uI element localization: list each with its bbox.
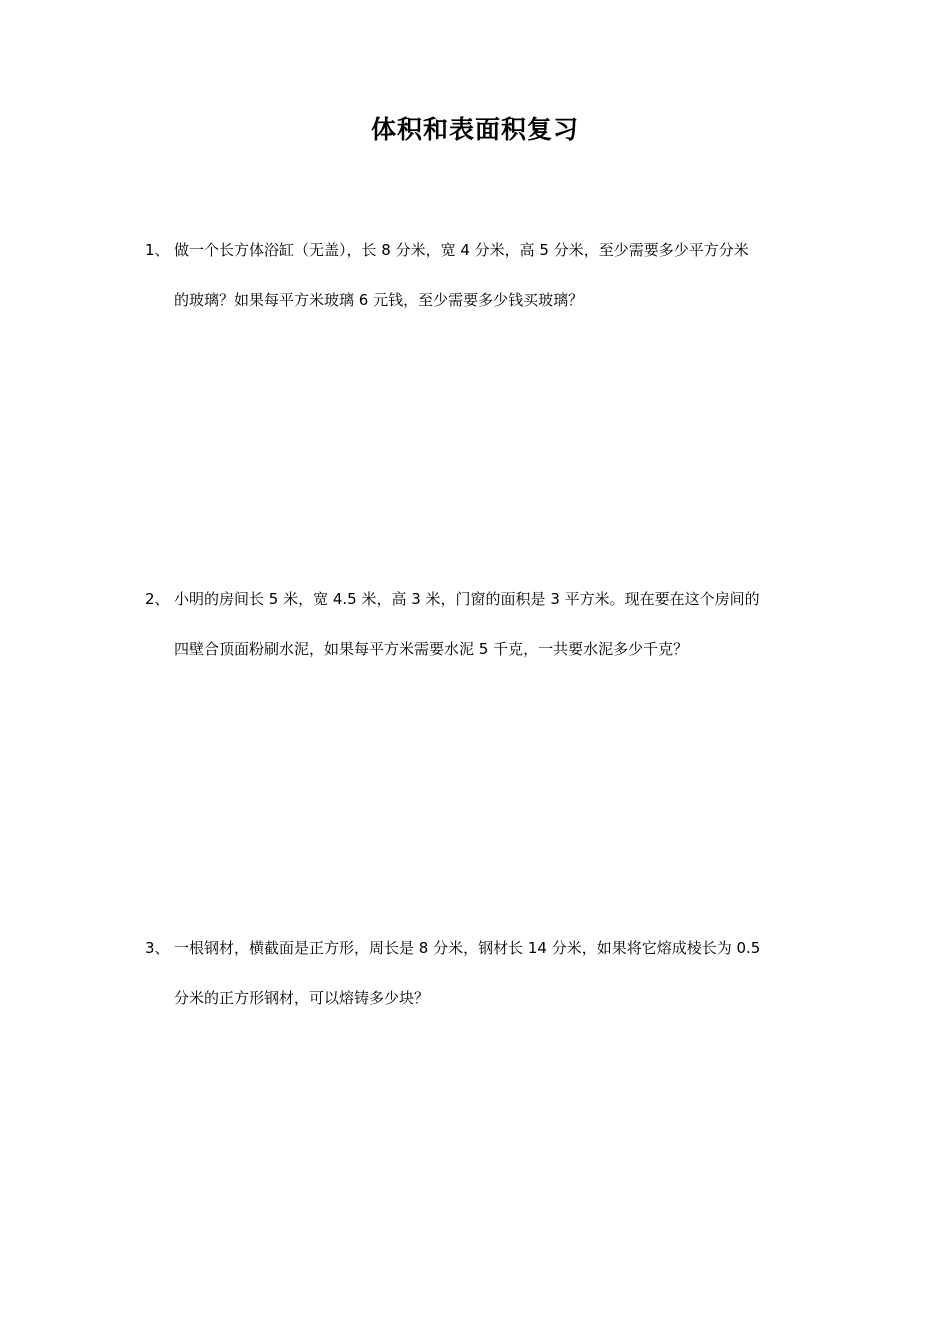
question-number: 3、 xyxy=(145,939,170,957)
question-text: 小明的房间长 5 米，宽 4.5 米，高 3 米，门窗的面积是 3 平方米。现在要在这个房间的 xyxy=(174,590,760,608)
question-number: 1、 xyxy=(145,241,170,259)
question-number: 2、 xyxy=(145,590,170,608)
question-text: 做一个长方体浴缸（无盖），长 8 分米，宽 4 分米，高 5 分米，至少需要多少平方分米 xyxy=(174,241,749,259)
question-1 xyxy=(145,238,815,312)
question-text: 四壁合顶面粉刷水泥，如果每平方米需要水泥 5 千克，一共要水泥多少千克？ xyxy=(174,640,689,658)
question-line xyxy=(145,288,815,312)
question-line xyxy=(145,587,815,611)
question-line xyxy=(145,238,815,262)
question-line xyxy=(145,936,815,960)
question-text: 一根钢材，横截面是正方形，周长是 8 分米，钢材长 14 分米，如果将它熔成棱长为 0.5 xyxy=(174,939,761,957)
page-title: 体积和表面积复习 xyxy=(370,115,579,144)
question-text: 分米的正方形钢材，可以熔铸多少块？ xyxy=(174,989,430,1007)
question-text: 的玻璃？如果每平方米玻璃 6 元钱，至少需要多少钱买玻璃？ xyxy=(174,291,584,309)
question-3 xyxy=(145,936,815,1010)
question-line xyxy=(145,986,815,1010)
question-2 xyxy=(145,587,815,661)
question-line xyxy=(145,637,815,661)
